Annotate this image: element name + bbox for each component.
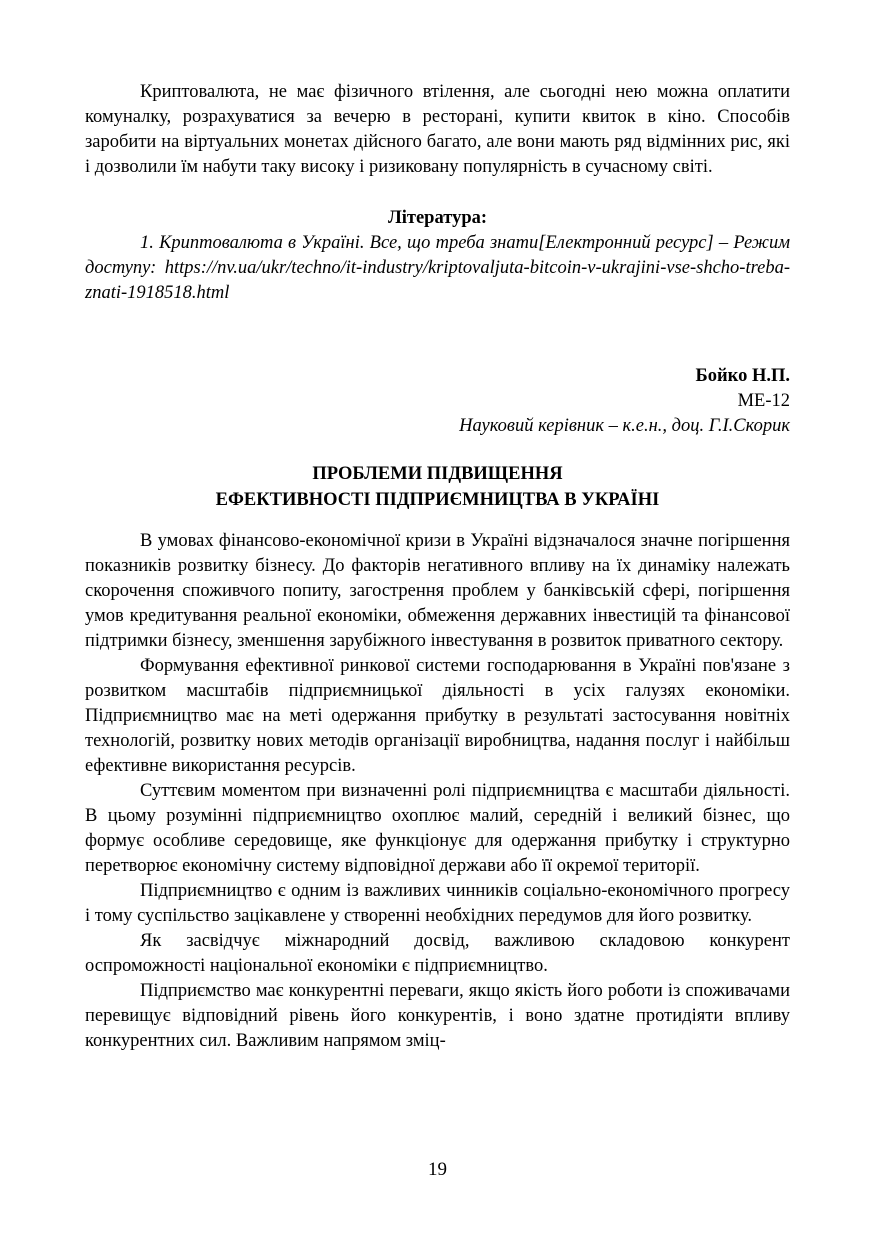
author-block [85, 364, 790, 439]
article-paragraph-2: Формування ефективної ринкової системи господарювання в Україні пов'язане з розвитком масштабів підприємницької діяльності в усіх галузях економіки. Підприємництво має на меті одержання прибутку в результаті застосування новітніх технологій, розвитку нових методів організації виробництва, надання послуг і найбільш ефективне використання ресурсів. [85, 656, 790, 776]
article-body [85, 529, 790, 1054]
article-paragraph-6: Підприємство має конкурентні переваги, якщо якість його роботи із споживачами перевищує відповідний рівень його конкурентів, і воно здатне протидіяти впливу конкурентних сил. Важливим напрямом зміц- [85, 981, 790, 1051]
author-advisor: Науковий керівник – к.е.н., доц. Г.І.Скорик [459, 416, 790, 436]
article-paragraph-4: Підприємництво є одним із важливих чинників соціально-економічного прогресу і тому суспільство зацікавлене у створенні необхідних передумов для його розвитку. [85, 881, 790, 926]
article-paragraph-5: Як засвідчує міжнародний досвід, важливою складовою конкурент оспроможності національної економіки є підприємництво. [85, 931, 790, 976]
literature-heading: Література: [387, 208, 488, 228]
page-number: 19 [428, 1159, 447, 1180]
article-paragraph-3: Суттєвим моментом при визначенні ролі підприємництва є масштаби діяльності. В цьому розумінні підприємництво охоплює малий, середній і великий бізнес, що формує особливе середовище, яке функціонує для одержання прибутку і структурно перетворює економічну систему відповідної держави або її окремої території. [85, 781, 790, 876]
author-name: Бойко Н.П. [695, 366, 790, 386]
article-paragraph-1: В умовах фінансово-економічної кризи в Україні відзначалося значне погіршення показників розвитку бізнесу. До факторів негативного впливу на їх динаміку належать скорочення споживчого попиту, загострення проблем у банківській сфері, погіршення умов кредитування реальної економіки, обмеження державних інвестицій та фінансової підтримки бізнесу, зменшення зарубіжного інвестування в розвиток приватного сектору. [85, 531, 790, 651]
article-title-line1: ПРОБЛЕМИ ПІДВИЩЕННЯ [312, 464, 563, 484]
intro-paragraph: Криптовалюта, не має фізичного втілення, але сьогодні нею можна оплатити комуналку, розрахуватися за вечерю в ресторані, купити квиток в кіно. Способів заробити на віртуальних монетах дійсного багато, але вони мають ряд відмінних рис, які і дозволили їм набути таку високу і ризиковану популярність в сучасному світі. [85, 82, 790, 177]
article-title-line2: ЕФЕКТИВНОСТІ ПІДПРИЄМНИЦТВА В УКРАЇНІ [215, 490, 660, 510]
literature-item: 1. Криптовалюта в Україні. Все, що треба знати[Електронний ресурс] – Режим доступу: https://nv.ua/ukr/techno/it-industry/kriptovaljuta-bitcoin-v-ukrajini-vse-shcho-treba-znati-1918518.html [85, 233, 790, 303]
article-title [85, 461, 790, 513]
author-group: МЕ-12 [737, 391, 790, 411]
